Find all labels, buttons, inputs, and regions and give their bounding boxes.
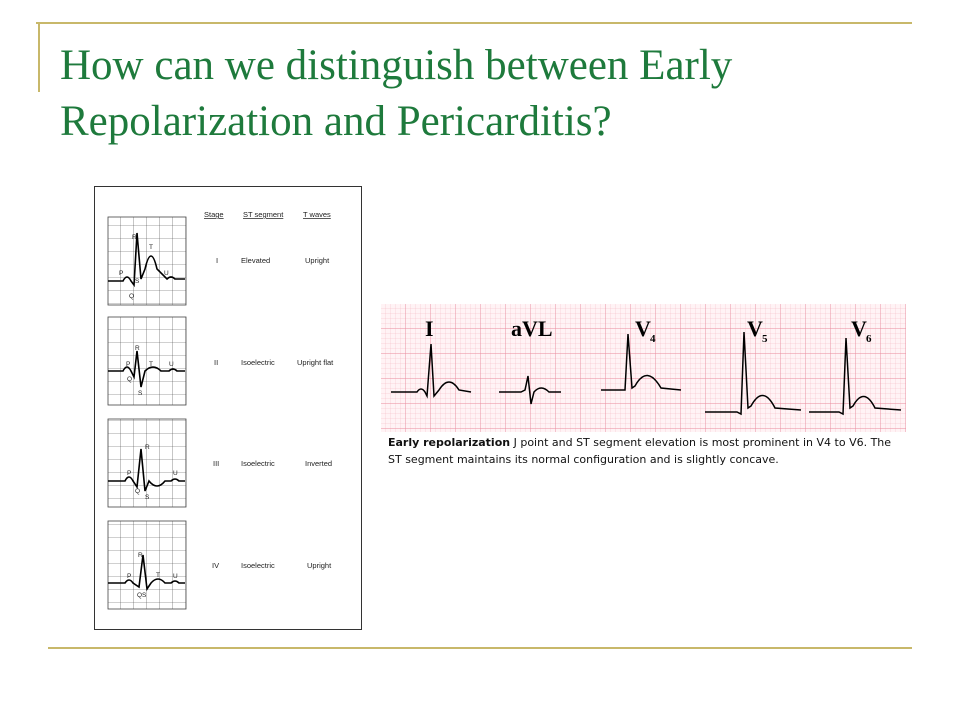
s3-label-s: S <box>145 494 150 501</box>
s4-label-r: R <box>138 552 143 559</box>
s4-label-qs: QS <box>137 592 147 599</box>
s1-label-p: P <box>119 270 124 277</box>
slide-title: How can we distinguish between Early Repolarization and Pericarditis? <box>60 42 733 145</box>
s3-label-r: R <box>145 444 150 451</box>
row-2-st: Isoelectric <box>241 358 275 367</box>
lead-sub-v4: 4 <box>650 333 656 345</box>
s4-label-t: T <box>156 572 160 579</box>
ecg-caption <box>388 434 908 468</box>
s1-label-t: T <box>149 244 153 251</box>
lead-label-v5: V <box>747 316 763 341</box>
s1-label-u: U <box>164 270 169 277</box>
pericarditis-staging-figure <box>94 186 362 630</box>
s2-label-s: S <box>138 390 143 397</box>
top-rule <box>36 22 912 24</box>
lead-sub-v5: 5 <box>762 333 768 345</box>
stage-2-grid <box>108 317 186 405</box>
bottom-rule <box>48 647 912 649</box>
lead-label-i: I <box>425 316 434 341</box>
s2-label-r: R <box>135 345 140 352</box>
s1-label-q: Q <box>129 293 135 300</box>
lead-label-avl: aVL <box>511 316 553 341</box>
row-3-st: Isoelectric <box>241 459 275 468</box>
row-1-t: Upright <box>305 256 330 265</box>
s2-label-p: P <box>126 361 131 368</box>
caption-body: J point and ST segment elevation is most prominent in V4 to V6. The ST segment maintains its normal configuration and is slightly concave. <box>388 436 892 466</box>
stage-4-grid <box>108 521 186 609</box>
s2-label-u: U <box>169 361 174 368</box>
s2-label-t: T <box>149 361 153 368</box>
caption-heading: Early repolarization <box>388 436 511 449</box>
s3-label-p: P <box>127 470 132 477</box>
row-2-t: Upright flat <box>297 358 334 367</box>
row-4-t: Upright <box>307 561 332 570</box>
row-2-stage: II <box>214 358 219 367</box>
header-st-segment: ST segment <box>243 210 284 219</box>
header-stage: Stage <box>204 210 224 219</box>
row-1-st: Elevated <box>241 256 271 265</box>
row-3-stage: III <box>213 459 220 468</box>
row-3-t: Inverted <box>305 459 333 468</box>
s1-label-s: S <box>135 278 140 285</box>
left-rule <box>38 22 40 92</box>
s1-label-r: R <box>132 234 137 241</box>
lead-label-v4: V <box>635 316 651 341</box>
row-4-stage: IV <box>212 561 220 570</box>
lead-sub-v6: 6 <box>866 333 872 345</box>
s4-label-p: P <box>127 573 132 580</box>
early-repolarization-ecg-strip <box>381 304 906 432</box>
header-t-waves: T waves <box>303 210 331 219</box>
row-4-st: Isoelectric <box>241 561 275 570</box>
s4-label-u: U <box>173 573 178 580</box>
s2-label-q: Q <box>127 376 133 383</box>
lead-label-v6: V <box>851 316 867 341</box>
row-1-stage: I <box>216 256 219 265</box>
s3-label-q: Q <box>135 488 141 495</box>
s3-label-u: U <box>173 470 178 477</box>
